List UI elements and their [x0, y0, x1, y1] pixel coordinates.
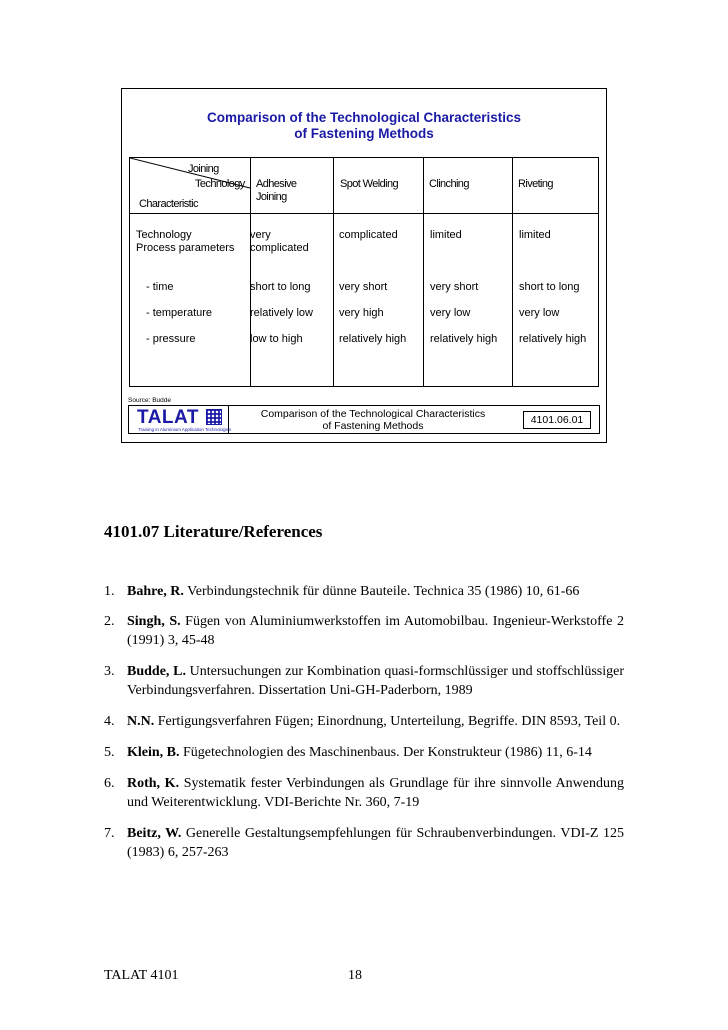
comparison-figure: [121, 88, 607, 443]
list-item: [104, 824, 624, 862]
reference-text: Fügetechnologien des Maschinenbaus. Der Konstrukteur (1986) 11, 6-14: [179, 745, 592, 760]
header-col-riveting: Riveting: [518, 178, 553, 190]
logo-subtitle: Training in Aluminium Application Technologies: [138, 427, 232, 432]
table-cell: very low: [519, 307, 560, 319]
table-cell: limited: [519, 229, 551, 241]
row-label: - pressure: [146, 333, 196, 345]
reference-author: Beitz, W.: [127, 826, 182, 841]
reference-number: 1.: [104, 584, 115, 599]
list-item: [104, 582, 624, 601]
reference-author: Klein, B.: [127, 745, 180, 760]
table-cell: very low: [430, 307, 471, 319]
footer-title-line2: of Fastening Methods: [322, 420, 424, 432]
table-cell: complicated: [250, 242, 309, 254]
logo-grid-icon: [206, 409, 222, 425]
footer-doc-id: TALAT 4101: [104, 968, 179, 983]
header-divider: [130, 213, 598, 214]
reference-number: 6.: [104, 776, 115, 791]
column-divider: [250, 158, 251, 386]
column-divider: [423, 158, 424, 386]
table-cell: very: [250, 229, 271, 241]
table-cell: short to long: [250, 281, 311, 293]
table-cell: low to high: [250, 333, 303, 345]
header-col-adhesive-line2: Joining: [256, 191, 287, 203]
reference-text: Fertigungsverfahren Fügen; Einordnung, Unterteilung, Begriffe. DIN 8593, Teil 0.: [154, 714, 621, 729]
reference-number: 4.: [104, 714, 115, 729]
table-cell: relatively high: [430, 333, 498, 345]
reference-number: 3.: [104, 664, 115, 679]
comparison-table: [129, 157, 599, 387]
figure-title-line2: of Fastening Methods: [294, 126, 434, 141]
footer-code: 4101.06.01: [523, 411, 591, 429]
table-cell: limited: [430, 229, 462, 241]
figure-title-line1: Comparison of the Technological Characteristics: [206, 110, 522, 125]
footer-title-line1: Comparison of the Technological Characteristics: [260, 408, 486, 420]
list-item: [104, 774, 624, 812]
reference-text: Generelle Gestaltungsempfehlungen für Schraubenverbindungen. VDI-Z 125 (1983) 6, 257-263: [127, 826, 624, 860]
header-joining: Joining: [188, 163, 219, 175]
table-cell: complicated: [339, 229, 398, 241]
table-cell: relatively high: [519, 333, 587, 345]
table-cell: relatively high: [339, 333, 407, 345]
reference-number: 2.: [104, 614, 115, 629]
logo-text: TALAT: [137, 407, 199, 428]
reference-author: Roth, K.: [127, 776, 180, 791]
reference-author: Budde, L.: [127, 664, 186, 679]
list-item: [104, 662, 624, 700]
reference-number: 5.: [104, 745, 115, 760]
column-divider: [512, 158, 513, 386]
list-item: [104, 743, 624, 762]
figure-footer: [128, 405, 600, 434]
header-technology: Technology: [195, 178, 245, 190]
footer-title: [229, 408, 517, 432]
reference-list: [104, 582, 624, 862]
figure-source: Source: Budde: [128, 397, 172, 404]
column-divider: [333, 158, 334, 386]
row-label: Technology: [136, 229, 192, 241]
table-cell: short to long: [519, 281, 580, 293]
header-col-spot-welding: Spot Welding: [340, 178, 399, 190]
reference-text: Untersuchungen zur Kombination quasi-formschlüssiger und stoffschlüssiger Verbindungsverfahren. Dissertation Uni-GH-Paderborn, 1989: [127, 664, 625, 698]
reference-author: N.N.: [127, 714, 155, 729]
table-cell: very high: [339, 307, 384, 319]
list-item: [104, 712, 624, 731]
row-label: - temperature: [146, 307, 213, 319]
header-col-clinching: Clinching: [429, 178, 469, 190]
table-cell: relatively low: [250, 307, 313, 319]
reference-author: Singh, S.: [127, 614, 181, 629]
row-label: - time: [146, 281, 174, 293]
reference-text: Fügen von Aluminiumwerkstoffen im Automobilbau. Ingenieur-Werkstoffe 2 (1991) 3, 45-48: [127, 614, 624, 648]
talat-logo: [129, 406, 232, 433]
figure-title: [122, 110, 606, 142]
table-cell: very short: [339, 281, 388, 293]
reference-number: 7.: [104, 826, 115, 841]
section-title: 4101.07 Literature/References: [104, 522, 323, 541]
row-label-line2: Process parameters: [136, 242, 235, 254]
reference-text: Verbindungstechnik für dünne Bauteile. Technica 35 (1986) 10, 61-66: [183, 584, 580, 599]
header-col-adhesive: Adhesive: [256, 178, 297, 190]
header-characteristic: Characteristic: [139, 198, 198, 210]
reference-author: Bahre, R.: [127, 584, 184, 599]
list-item: [104, 612, 624, 650]
table-cell: very short: [430, 281, 479, 293]
page-number: 18: [348, 968, 362, 983]
reference-text: Systematik fester Verbindungen als Grundlage für ihre sinnvolle Anwendung und Weiterentwicklung. VDI-Berichte Nr. 360, 7-19: [127, 776, 624, 810]
